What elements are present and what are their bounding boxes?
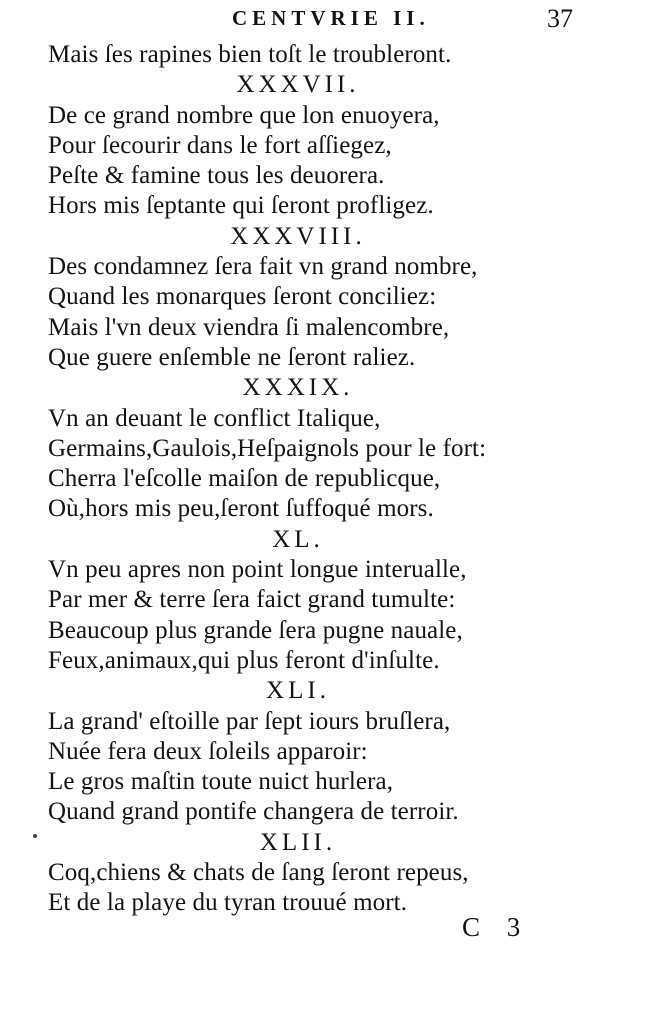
verse-line: Cherra l'eſcolle maiſon de republicque,	[48, 465, 441, 493]
verse-line: De ce grand nombre que lon enuoyera,	[48, 101, 440, 129]
page-number: 37	[547, 4, 573, 33]
verse-line: Que guere enſemble ne ſeront raliez.	[48, 343, 416, 371]
running-head: CENTVRIE II.	[232, 6, 430, 30]
verse-line: Quand les monarques ſeront conciliez:	[48, 283, 437, 311]
verse-line: Nuée fera deux ſoleils apparoir:	[48, 737, 368, 765]
quatrain-number: XLI.	[266, 677, 330, 705]
verse-line: Pour ſecourir dans le fort aſſiegez,	[48, 131, 392, 159]
verse-line: Beaucoup plus grande ſera pugne nauale,	[48, 616, 463, 644]
verse-line: La grand' eſtoille par ſept iours bruſlera,	[48, 707, 451, 735]
quatrain-number: XXXVII.	[236, 71, 360, 99]
verse-line: Et de la playe du tyran trouué mort.	[48, 889, 408, 917]
verse-line: Peſte & famine tous les deuorera.	[48, 162, 385, 190]
verse-line: Mais ſes rapines bien toſt le troubleront.	[48, 41, 452, 68]
quatrain-number: XL.	[272, 525, 324, 553]
verse-line: Quand grand pontife changera de terroir.	[48, 798, 459, 826]
verse-line: Hors mis ſeptante qui ſeront profligez.	[48, 192, 434, 220]
verse-line: Germains,Gaulois,Heſpaignols pour le fort:	[48, 434, 487, 462]
verse-text-block	[48, 40, 638, 919]
quatrain-number: XXXVIII.	[230, 222, 366, 250]
verse-line: Le gros maſtin toute nuict hurlera,	[48, 768, 394, 796]
verse-line: Vn an deuant le conflict Italique,	[48, 404, 381, 432]
verse-line: Des condamnez ſera fait vn grand nombre,	[48, 253, 478, 281]
verse-line: Vn peu apres non point longue interualle,	[48, 556, 467, 584]
verse-line: Feux,animaux,qui plus feront d'inſulte.	[48, 646, 440, 674]
quatrain-number: XXXIX.	[242, 374, 354, 402]
quatrain-number: XLII.	[259, 828, 337, 856]
page-header	[0, 4, 651, 38]
verse-line: Par mer & terre ſera faict grand tumulte:	[48, 586, 456, 614]
verse-line: Coq,chiens & chats de ſang ſeront repeus,	[48, 859, 469, 887]
signature-mark: C 3	[462, 912, 531, 942]
verse-line: Mais l'vn deux viendra ſi malencombre,	[48, 313, 450, 341]
ink-speck	[33, 834, 37, 838]
verse-line: Où,hors mis peu,ſeront ſuffoqué mors.	[48, 495, 434, 523]
